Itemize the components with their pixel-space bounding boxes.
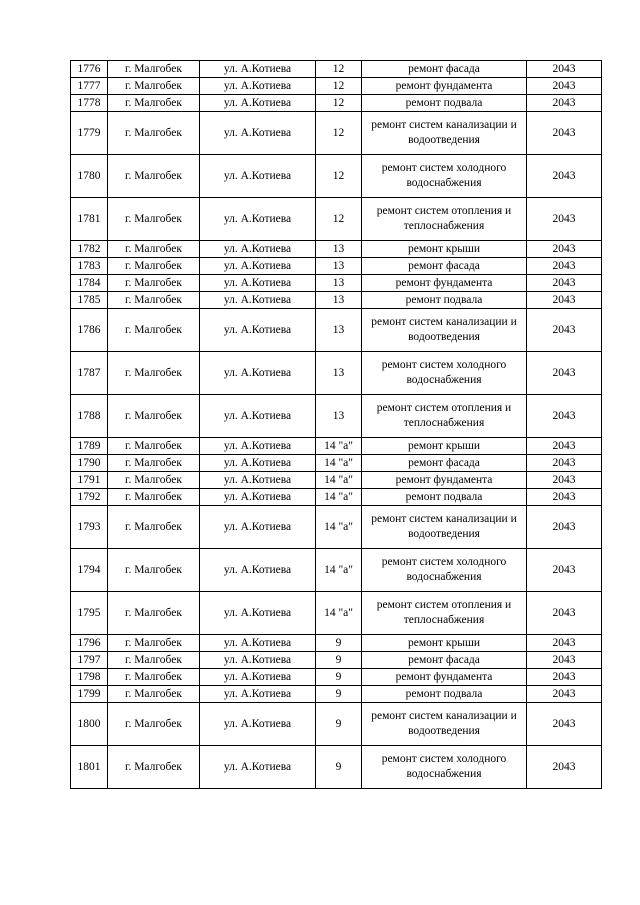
- city-cell: г. Малгобек: [108, 241, 200, 258]
- row-number-cell: 1783: [71, 258, 108, 275]
- table-row: [71, 669, 602, 686]
- work-type-cell: ремонт систем канализации и водоотведения: [362, 309, 527, 352]
- street-cell: ул. А.Котиева: [200, 592, 316, 635]
- street-cell: ул. А.Котиева: [200, 292, 316, 309]
- city-cell: г. Малгобек: [108, 258, 200, 275]
- year-cell: 2043: [527, 506, 602, 549]
- year-cell: 2043: [527, 61, 602, 78]
- table-row: [71, 746, 602, 789]
- work-type-cell: ремонт систем холодного водоснабжения: [362, 746, 527, 789]
- street-cell: ул. А.Котиева: [200, 746, 316, 789]
- row-number-cell: 1789: [71, 438, 108, 455]
- city-cell: г. Малгобек: [108, 61, 200, 78]
- street-cell: ул. А.Котиева: [200, 669, 316, 686]
- year-cell: 2043: [527, 549, 602, 592]
- street-cell: ул. А.Котиева: [200, 95, 316, 112]
- street-cell: ул. А.Котиева: [200, 241, 316, 258]
- street-cell: ул. А.Котиева: [200, 112, 316, 155]
- table-row: [71, 635, 602, 652]
- row-number-cell: 1794: [71, 549, 108, 592]
- repair-schedule-table: [70, 60, 602, 789]
- house-number-cell: 13: [316, 275, 362, 292]
- row-number-cell: 1798: [71, 669, 108, 686]
- table-row: [71, 61, 602, 78]
- house-number-cell: 9: [316, 686, 362, 703]
- table-row: [71, 292, 602, 309]
- row-number-cell: 1797: [71, 652, 108, 669]
- work-type-cell: ремонт подвала: [362, 489, 527, 506]
- city-cell: г. Малгобек: [108, 395, 200, 438]
- work-type-cell: ремонт фасада: [362, 61, 527, 78]
- house-number-cell: 14 "а": [316, 438, 362, 455]
- street-cell: ул. А.Котиева: [200, 686, 316, 703]
- house-number-cell: 13: [316, 352, 362, 395]
- table-row: [71, 506, 602, 549]
- year-cell: 2043: [527, 652, 602, 669]
- house-number-cell: 14 "а": [316, 455, 362, 472]
- house-number-cell: 13: [316, 258, 362, 275]
- year-cell: 2043: [527, 746, 602, 789]
- street-cell: ул. А.Котиева: [200, 635, 316, 652]
- city-cell: г. Малгобек: [108, 309, 200, 352]
- street-cell: ул. А.Котиева: [200, 472, 316, 489]
- house-number-cell: 12: [316, 112, 362, 155]
- table-row: [71, 112, 602, 155]
- house-number-cell: 13: [316, 395, 362, 438]
- table-row: [71, 352, 602, 395]
- year-cell: 2043: [527, 669, 602, 686]
- city-cell: г. Малгобек: [108, 155, 200, 198]
- street-cell: ул. А.Котиева: [200, 78, 316, 95]
- table-row: [71, 472, 602, 489]
- work-type-cell: ремонт фасада: [362, 258, 527, 275]
- street-cell: ул. А.Котиева: [200, 652, 316, 669]
- city-cell: г. Малгобек: [108, 275, 200, 292]
- row-number-cell: 1793: [71, 506, 108, 549]
- work-type-cell: ремонт крыши: [362, 241, 527, 258]
- house-number-cell: 14 "а": [316, 592, 362, 635]
- work-type-cell: ремонт систем холодного водоснабжения: [362, 155, 527, 198]
- work-type-cell: ремонт систем канализации и водоотведения: [362, 703, 527, 746]
- city-cell: г. Малгобек: [108, 95, 200, 112]
- work-type-cell: ремонт подвала: [362, 95, 527, 112]
- year-cell: 2043: [527, 352, 602, 395]
- city-cell: г. Малгобек: [108, 78, 200, 95]
- year-cell: 2043: [527, 241, 602, 258]
- table-row: [71, 155, 602, 198]
- row-number-cell: 1790: [71, 455, 108, 472]
- table-body: [71, 61, 602, 789]
- house-number-cell: 12: [316, 61, 362, 78]
- work-type-cell: ремонт систем холодного водоснабжения: [362, 352, 527, 395]
- row-number-cell: 1795: [71, 592, 108, 635]
- house-number-cell: 14 "а": [316, 472, 362, 489]
- city-cell: г. Малгобек: [108, 198, 200, 241]
- street-cell: ул. А.Котиева: [200, 155, 316, 198]
- row-number-cell: 1800: [71, 703, 108, 746]
- year-cell: 2043: [527, 489, 602, 506]
- row-number-cell: 1781: [71, 198, 108, 241]
- house-number-cell: 14 "а": [316, 506, 362, 549]
- street-cell: ул. А.Котиева: [200, 61, 316, 78]
- street-cell: ул. А.Котиева: [200, 549, 316, 592]
- year-cell: 2043: [527, 703, 602, 746]
- city-cell: г. Малгобек: [108, 292, 200, 309]
- house-number-cell: 12: [316, 155, 362, 198]
- work-type-cell: ремонт фундамента: [362, 472, 527, 489]
- street-cell: ул. А.Котиева: [200, 438, 316, 455]
- row-number-cell: 1777: [71, 78, 108, 95]
- street-cell: ул. А.Котиева: [200, 198, 316, 241]
- street-cell: ул. А.Котиева: [200, 258, 316, 275]
- row-number-cell: 1778: [71, 95, 108, 112]
- work-type-cell: ремонт систем холодного водоснабжения: [362, 549, 527, 592]
- row-number-cell: 1776: [71, 61, 108, 78]
- year-cell: 2043: [527, 472, 602, 489]
- row-number-cell: 1787: [71, 352, 108, 395]
- work-type-cell: ремонт крыши: [362, 438, 527, 455]
- year-cell: 2043: [527, 258, 602, 275]
- work-type-cell: ремонт подвала: [362, 292, 527, 309]
- row-number-cell: 1782: [71, 241, 108, 258]
- work-type-cell: ремонт систем отопления и теплоснабжения: [362, 395, 527, 438]
- year-cell: 2043: [527, 635, 602, 652]
- table-row: [71, 275, 602, 292]
- year-cell: 2043: [527, 112, 602, 155]
- house-number-cell: 14 "а": [316, 549, 362, 592]
- row-number-cell: 1791: [71, 472, 108, 489]
- street-cell: ул. А.Котиева: [200, 309, 316, 352]
- city-cell: г. Малгобек: [108, 489, 200, 506]
- work-type-cell: ремонт систем канализации и водоотведения: [362, 112, 527, 155]
- table-row: [71, 686, 602, 703]
- work-type-cell: ремонт фундамента: [362, 669, 527, 686]
- row-number-cell: 1786: [71, 309, 108, 352]
- table-row: [71, 241, 602, 258]
- city-cell: г. Малгобек: [108, 703, 200, 746]
- year-cell: 2043: [527, 198, 602, 241]
- work-type-cell: ремонт систем канализации и водоотведения: [362, 506, 527, 549]
- house-number-cell: 13: [316, 309, 362, 352]
- city-cell: г. Малгобек: [108, 652, 200, 669]
- city-cell: г. Малгобек: [108, 746, 200, 789]
- street-cell: ул. А.Котиева: [200, 703, 316, 746]
- table-row: [71, 549, 602, 592]
- street-cell: ул. А.Котиева: [200, 489, 316, 506]
- row-number-cell: 1784: [71, 275, 108, 292]
- house-number-cell: 12: [316, 95, 362, 112]
- year-cell: 2043: [527, 78, 602, 95]
- table-row: [71, 78, 602, 95]
- house-number-cell: 9: [316, 746, 362, 789]
- table-row: [71, 592, 602, 635]
- row-number-cell: 1788: [71, 395, 108, 438]
- table-row: [71, 489, 602, 506]
- year-cell: 2043: [527, 95, 602, 112]
- city-cell: г. Малгобек: [108, 112, 200, 155]
- row-number-cell: 1779: [71, 112, 108, 155]
- row-number-cell: 1780: [71, 155, 108, 198]
- house-number-cell: 13: [316, 241, 362, 258]
- city-cell: г. Малгобек: [108, 472, 200, 489]
- table-row: [71, 198, 602, 241]
- row-number-cell: 1801: [71, 746, 108, 789]
- work-type-cell: ремонт подвала: [362, 686, 527, 703]
- row-number-cell: 1796: [71, 635, 108, 652]
- city-cell: г. Малгобек: [108, 506, 200, 549]
- table-row: [71, 395, 602, 438]
- table-row: [71, 703, 602, 746]
- city-cell: г. Малгобек: [108, 438, 200, 455]
- table-row: [71, 455, 602, 472]
- year-cell: 2043: [527, 686, 602, 703]
- house-number-cell: 9: [316, 669, 362, 686]
- city-cell: г. Малгобек: [108, 686, 200, 703]
- row-number-cell: 1799: [71, 686, 108, 703]
- work-type-cell: ремонт фундамента: [362, 275, 527, 292]
- year-cell: 2043: [527, 438, 602, 455]
- street-cell: ул. А.Котиева: [200, 275, 316, 292]
- city-cell: г. Малгобек: [108, 592, 200, 635]
- house-number-cell: 13: [316, 292, 362, 309]
- street-cell: ул. А.Котиева: [200, 395, 316, 438]
- house-number-cell: 12: [316, 78, 362, 95]
- city-cell: г. Малгобек: [108, 352, 200, 395]
- street-cell: ул. А.Котиева: [200, 455, 316, 472]
- year-cell: 2043: [527, 592, 602, 635]
- year-cell: 2043: [527, 455, 602, 472]
- year-cell: 2043: [527, 155, 602, 198]
- year-cell: 2043: [527, 292, 602, 309]
- city-cell: г. Малгобек: [108, 635, 200, 652]
- work-type-cell: ремонт фасада: [362, 455, 527, 472]
- year-cell: 2043: [527, 275, 602, 292]
- row-number-cell: 1785: [71, 292, 108, 309]
- table-row: [71, 95, 602, 112]
- work-type-cell: ремонт крыши: [362, 635, 527, 652]
- table-row: [71, 652, 602, 669]
- city-cell: г. Малгобек: [108, 549, 200, 592]
- street-cell: ул. А.Котиева: [200, 352, 316, 395]
- city-cell: г. Малгобек: [108, 455, 200, 472]
- table-row: [71, 258, 602, 275]
- street-cell: ул. А.Котиева: [200, 506, 316, 549]
- house-number-cell: 14 "а": [316, 489, 362, 506]
- house-number-cell: 9: [316, 703, 362, 746]
- work-type-cell: ремонт фасада: [362, 652, 527, 669]
- house-number-cell: 9: [316, 652, 362, 669]
- work-type-cell: ремонт систем отопления и теплоснабжения: [362, 198, 527, 241]
- table-row: [71, 438, 602, 455]
- city-cell: г. Малгобек: [108, 669, 200, 686]
- work-type-cell: ремонт фундамента: [362, 78, 527, 95]
- house-number-cell: 12: [316, 198, 362, 241]
- row-number-cell: 1792: [71, 489, 108, 506]
- year-cell: 2043: [527, 309, 602, 352]
- house-number-cell: 9: [316, 635, 362, 652]
- table-row: [71, 309, 602, 352]
- year-cell: 2043: [527, 395, 602, 438]
- work-type-cell: ремонт систем отопления и теплоснабжения: [362, 592, 527, 635]
